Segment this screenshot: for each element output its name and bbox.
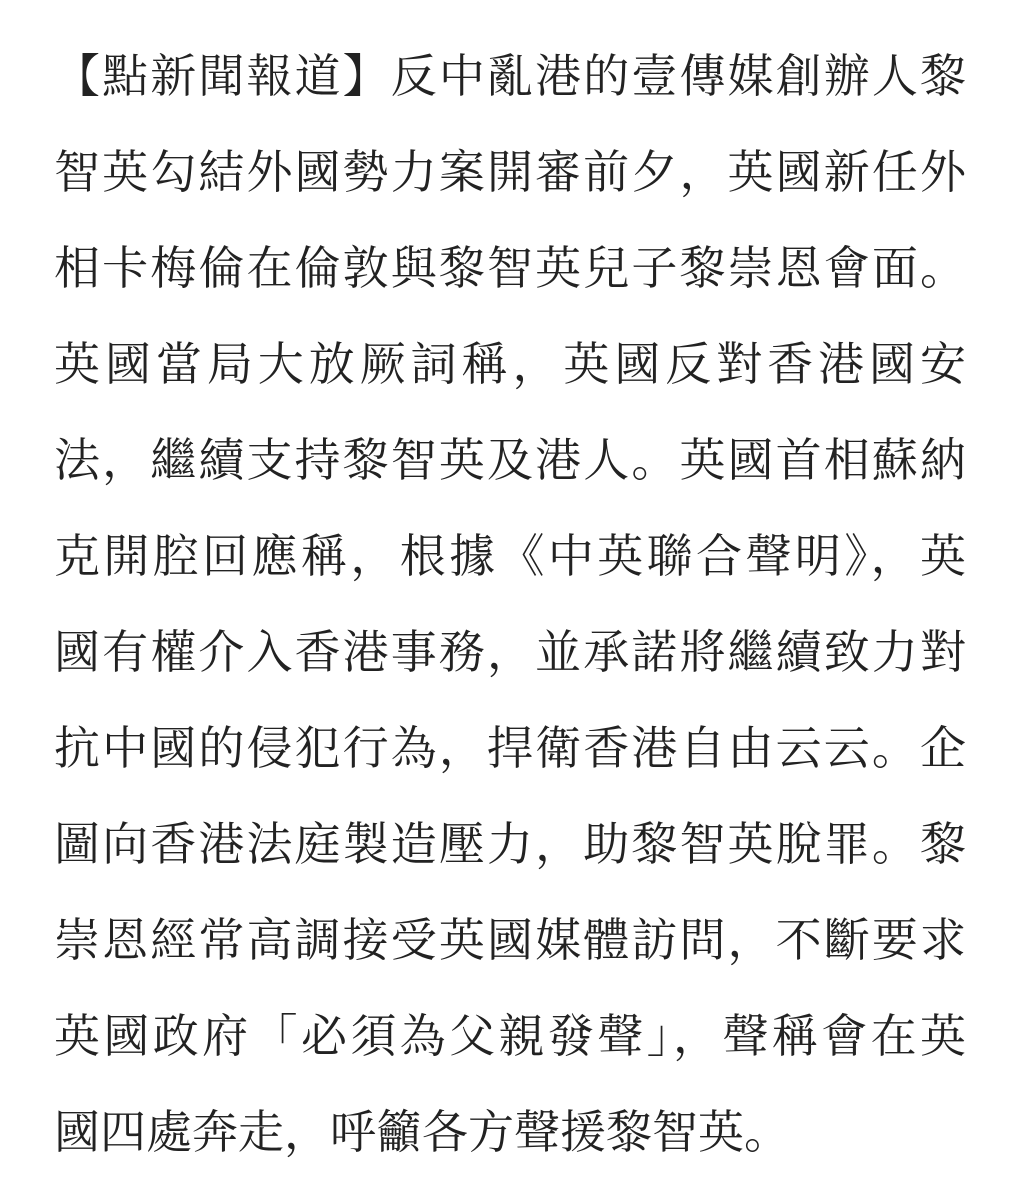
article-line-1: 【點新聞報道】反中亂港的壹傳媒創辦人黎 [54,49,966,103]
article-line-8: 抗中國的侵犯行為，捍衛香港自由云云。企 [54,721,966,775]
article-line-3: 相卡梅倫在倫敦與黎智英兒子黎崇恩會面。 [54,241,966,295]
article-line-5: 法，繼續支持黎智英及港人。英國首相蘇納 [54,433,966,487]
article-line-10: 崇恩經常高調接受英國媒體訪問，不斷要求 [54,913,966,967]
article-line-7: 國有權介入香港事務，並承諾將繼續致力對 [54,625,966,679]
article-line-2: 智英勾結外國勢力案開審前夕，英國新任外 [54,145,966,199]
article-line-9: 圖向香港法庭製造壓力，助黎智英脫罪。黎 [54,817,966,871]
article-line-6: 克開腔回應稱，根據《中英聯合聲明》，英 [54,529,966,583]
article-line-12: 國四處奔走，呼籲各方聲援黎智英。 [54,1105,790,1159]
article-body [54,28,966,1180]
article-line-11: 英國政府「必須為父親發聲」，聲稱會在英 [54,1009,966,1063]
article-line-4: 英國當局大放厥詞稱，英國反對香港國安 [54,337,966,391]
